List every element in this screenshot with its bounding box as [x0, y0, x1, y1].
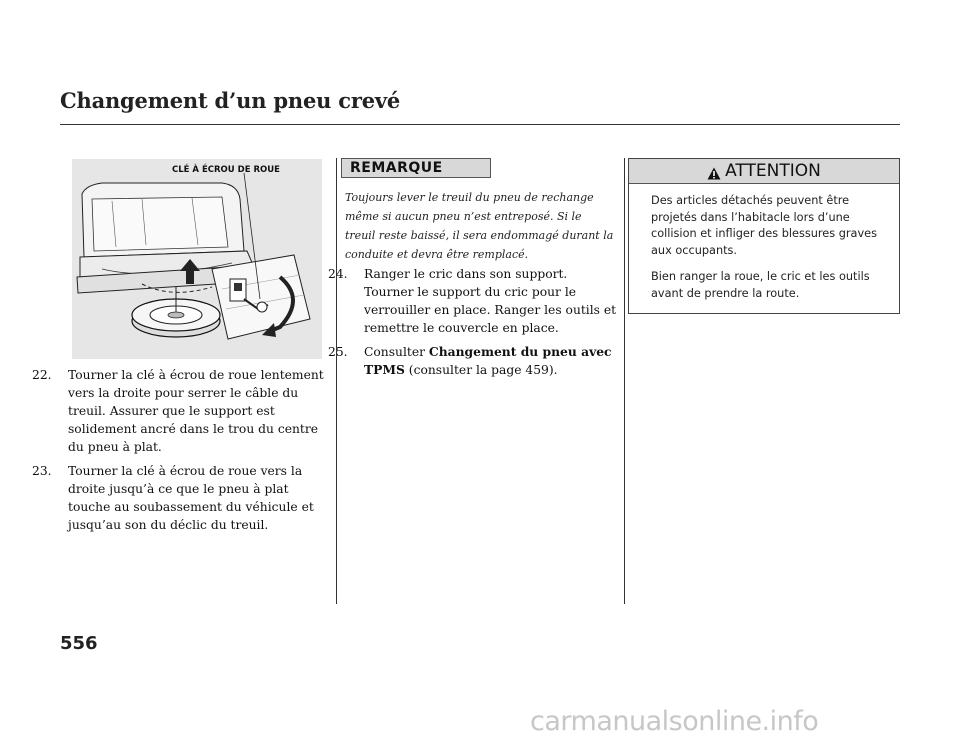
step-item — [328, 265, 618, 337]
spare-tire-winch-drawing — [72, 159, 322, 359]
step-item — [32, 366, 332, 456]
attention-paragraph: Bien ranger la roue, le cric et les outils avant de prendre la route. — [651, 270, 870, 300]
cross-reference-title: Changement du pneu avec TPMS — [364, 344, 612, 377]
illustration-spare-tire-winch — [72, 159, 322, 359]
warning-triangle-icon — [707, 165, 721, 178]
step-item — [32, 462, 332, 534]
step-number: 24. — [328, 267, 348, 281]
step-text-suffix: (consulter la page 459). — [404, 363, 558, 377]
page-number: 556 — [60, 633, 98, 654]
column-divider-right — [624, 158, 625, 604]
figure-label: CLÉ À ÉCROU DE ROUE — [172, 165, 280, 175]
attention-paragraph: Des articles détachés peuvent être projetés dans l’habitacle lors d’une collision et infliger des blessures graves aux occupants. — [651, 194, 877, 257]
steps-list-left — [32, 366, 332, 540]
step-text: Ranger le cric dans son support. Tourner le support du cric pour le verrouiller en place. Ranger les outils et remettre le couvercle en place. — [364, 267, 617, 335]
attention-warning-box — [628, 158, 900, 314]
step-number: 22. — [32, 368, 52, 382]
header-rule — [60, 124, 900, 125]
steps-list-middle — [328, 265, 618, 385]
attention-label: ATTENTION — [725, 161, 821, 181]
step-text: Tourner la clé à écrou de roue lentement vers la droite pour serrer le câble du treuil. Assurer que le support est solidement ancré dans le trou du centre du pneu à plat. — [68, 368, 324, 454]
step-text-prefix: Consulter — [364, 345, 429, 359]
remarque-label: REMARQUE — [341, 158, 491, 178]
attention-header — [629, 159, 899, 184]
page-title: Changement d’un pneu crevé — [60, 88, 401, 113]
step-number: 25. — [328, 345, 348, 359]
step-text: Tourner la clé à écrou de roue vers la droite jusqu’à ce que le pneu à plat touche au soubassement du véhicule et jusqu’au son du déclic du treuil. — [68, 464, 314, 532]
attention-body — [629, 184, 899, 302]
step-item — [328, 343, 618, 379]
step-number: 23. — [32, 464, 52, 478]
watermark: carmanualsonline.info — [530, 706, 819, 737]
remarque-text: Toujours lever le treuil du pneu de rechange même si aucun pneu n’est entreposé. Si le treuil reste baissé, il sera endommagé durant la conduite et devra être remplacé. — [345, 191, 614, 261]
